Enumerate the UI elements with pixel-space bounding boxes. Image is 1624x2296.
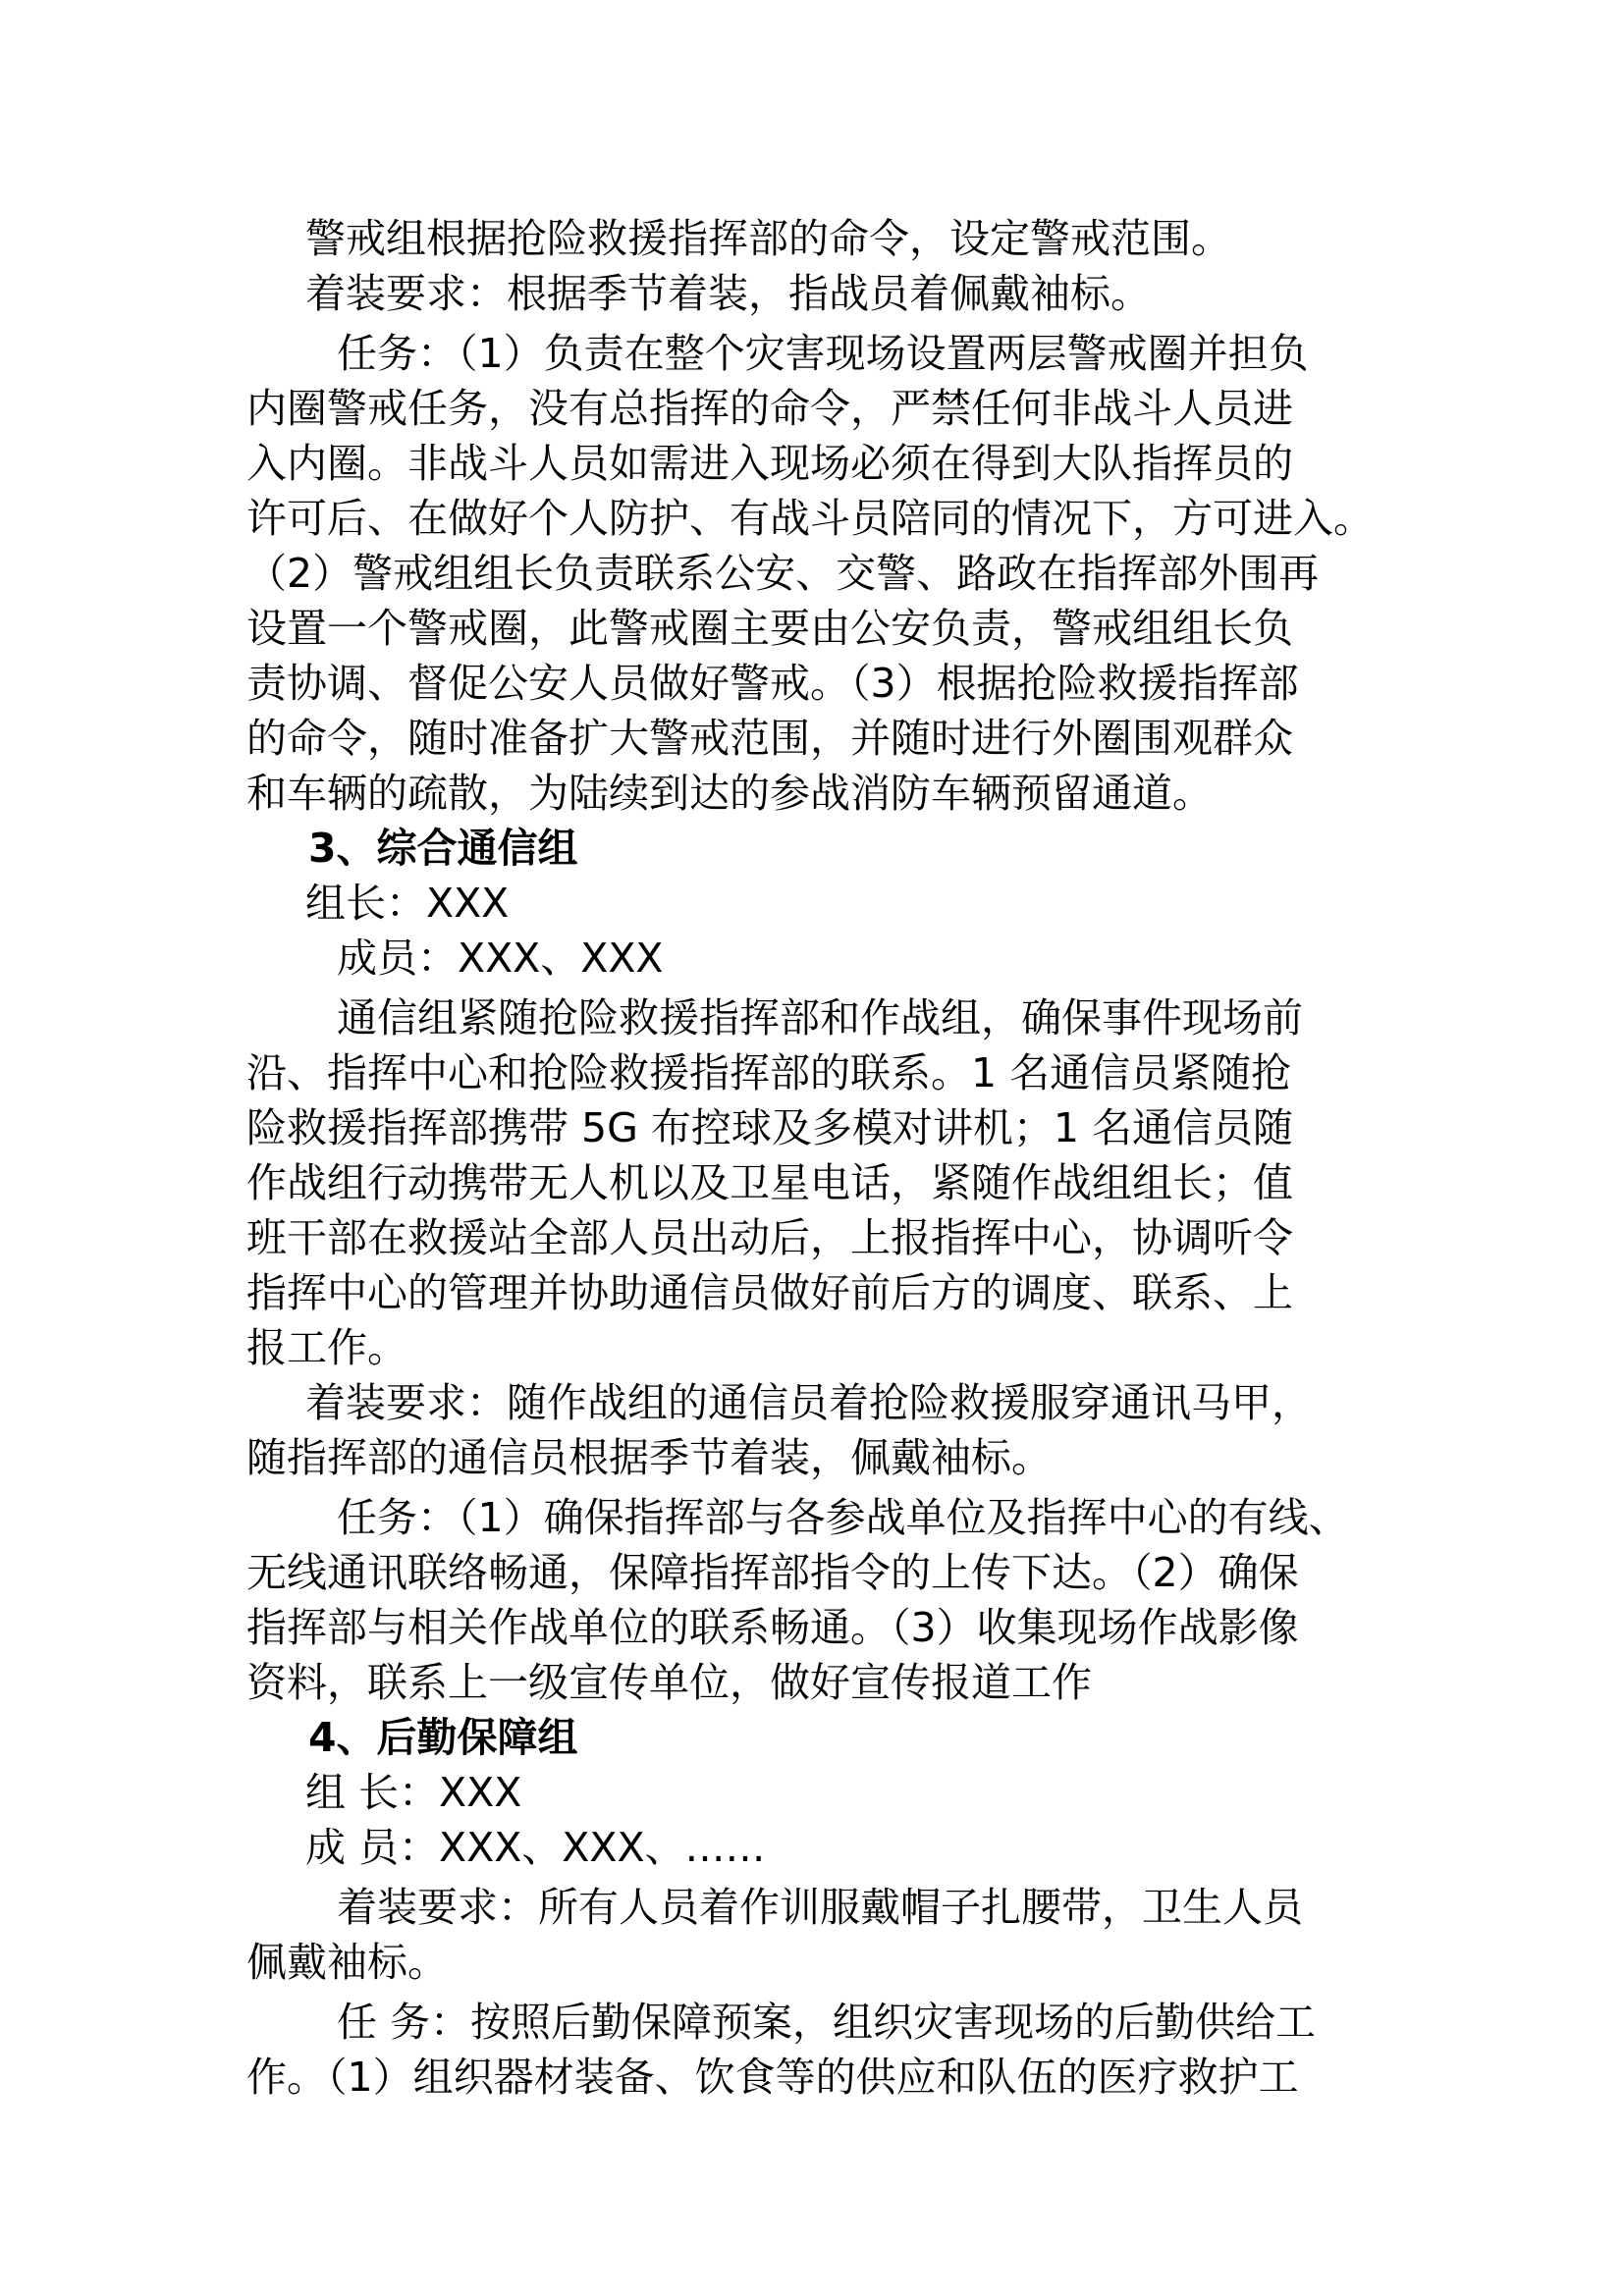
paragraph-line: 班干部在救援站全部人员出动后，上报指挥中心，协调听令 [246,1214,1293,1261]
section-heading: 3、综合通信组 [308,825,578,872]
paragraph-line: 通信组紧随抢险救援指挥部和作战组，确保事件现场前 [337,994,1303,1041]
paragraph-line: 着装要求：所有人员着作训服戴帽子扎腰带，卫生人员 [337,1884,1303,1931]
paragraph-line: 佩戴袖标。 [246,1939,448,1986]
paragraph-line: 内圈警戒任务，没有总指挥的命令，严禁任何非战斗人员进 [246,385,1293,432]
paragraph-line: 责协调、督促公安人员做好警戒。（3）根据抢险救援指挥部 [246,660,1299,707]
paragraph-line: 作战组行动携带无人机以及卫星电话，紧随作战组组长；值 [246,1159,1293,1206]
paragraph-line: 指挥中心的管理并协助通信员做好前后方的调度、联系、上 [246,1269,1293,1316]
paragraph-line: 组 长：XXX [305,1769,522,1816]
paragraph-line: 无线通讯联络畅通，保障指挥部指令的上传下达。（2）确保 [246,1549,1299,1596]
paragraph-line: 和车辆的疏散，为陆续到达的参战消防车辆预留通道。 [246,770,1213,817]
paragraph-line: 报工作。 [246,1324,407,1371]
paragraph-line: 着装要求：根据季节着装，指战员着佩戴袖标。 [305,270,1151,317]
paragraph-line: 成 员：XXX、XXX、…… [305,1824,766,1871]
paragraph-line: 资料，联系上一级宣传单位，做好宣传报道工作 [246,1659,1092,1706]
section-heading: 4、后勤保障组 [308,1714,578,1761]
paragraph-line: 指挥部与相关作战单位的联系畅通。（3）收集现场作战影像 [246,1604,1299,1651]
paragraph-line: 成员：XXX、XXX [337,934,664,982]
paragraph-line: 入内圈。非战斗人员如需进入现场必须在得到大队指挥员的 [246,440,1293,487]
paragraph-line: 沿、指挥中心和抢险救援指挥部的联系。1 名通信员紧随抢 [246,1049,1292,1096]
paragraph-line: 险救援指挥部携带 5G 布控球及多模对讲机；1 名通信员随 [246,1104,1294,1151]
paragraph-line: 的命令，随时准备扩大警戒范围，并随时进行外圈围观群众 [246,715,1293,762]
paragraph-line: （2）警戒组组长负责联系公安、交警、路政在指挥部外围再 [246,550,1320,597]
paragraph-line: 许可后、在做好个人防护、有战斗员陪同的情况下，方可进入。 [246,495,1374,542]
paragraph-line: 随指挥部的通信员根据季节着装，佩戴袖标。 [246,1434,1052,1481]
paragraph-line: 着装要求：随作战组的通信员着抢险救援服穿通讯马甲， [305,1379,1312,1426]
paragraph-line: 作。（1）组织器材装备、饮食等的供应和队伍的医疗救护工 [246,2054,1299,2101]
paragraph-line: 任 务：按照后勤保障预案，组织灾害现场的后勤供给工 [337,1999,1317,2046]
paragraph-line: 任务：（1）负责在整个灾害现场设置两层警戒圈并担负 [337,330,1309,377]
paragraph-line: 设置一个警戒圈，此警戒圈主要由公安负责，警戒组组长负 [246,605,1293,652]
paragraph-line: 任务：（1）确保指挥部与各参战单位及指挥中心的有线、 [337,1494,1349,1541]
paragraph-line: 警戒组根据抢险救援指挥部的命令，设定警戒范围。 [305,215,1231,262]
paragraph-line: 组长：XXX [305,880,510,927]
